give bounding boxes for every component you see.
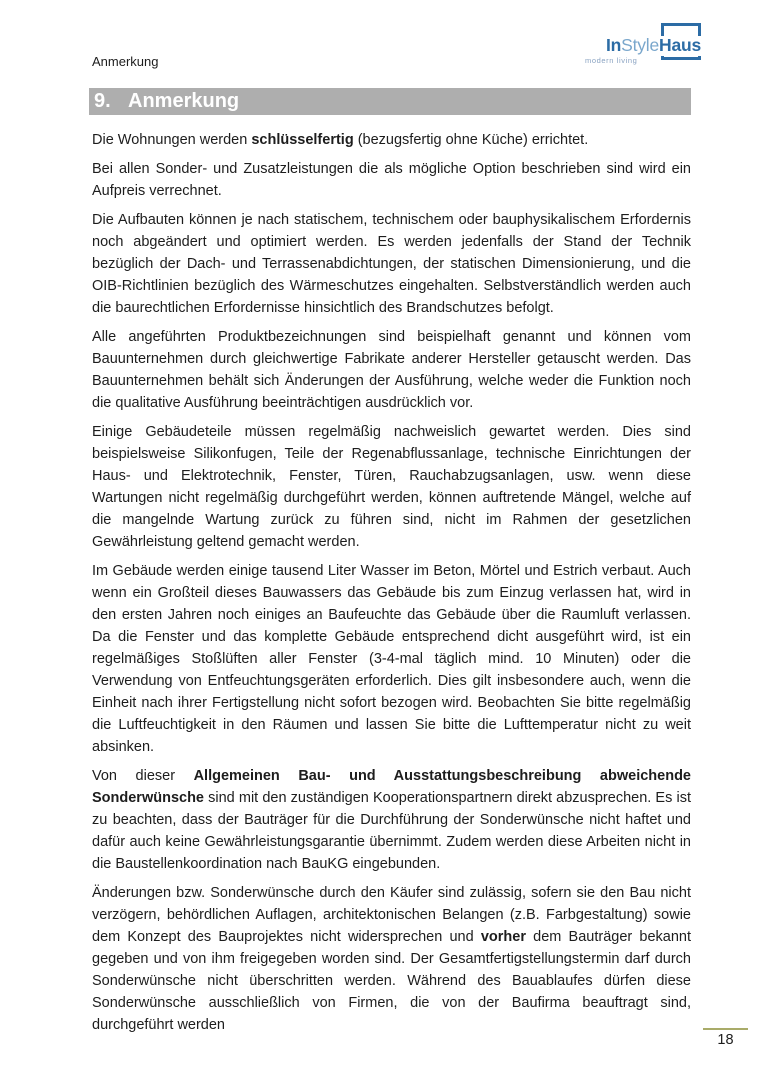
content: [92, 129, 691, 1043]
instylehaus-logo: [582, 21, 702, 71]
paragraph: [92, 765, 691, 875]
paragraph: [92, 326, 691, 414]
footer-rule: [703, 1028, 748, 1030]
paragraph: [92, 209, 691, 319]
section-heading-bar: [89, 88, 691, 115]
section-title: Anmerkung: [128, 90, 240, 112]
paragraph-text: Im Gebäude werden einige tausend Liter Wasser im Beton, Mörtel und Estrich verbaut. Auch wenn ein Großteil dieses Bauwassers das Gebäude bis zum Einzug verlassen hat, wird in den ersten Jahren noch einiges an Baufeuchte das Gebäude über die Raumluft verlassen. Da die Fenster und das komplette Gebäude entsprechend dicht ausgeführt wird, ist ein regelmäßiges Stoßlüften aller Fenster (3-4-mal täglich mind. 10 Minuten) oder die Verwendung von Entfeuchtungsgeräten erforderlich. Dies gilt insbesondere auch, wenn die Einheit nach ihrer Fertigstellung nicht sofort bezogen wird. Beobachten Sie bitte regelmäßig die Luftfeuchtigkeit in den Räumen und lassen Sie bitte die Lufttemperatur nicht zu weit absinken.: [92, 563, 691, 755]
logo-word-in: In: [605, 35, 622, 55]
running-header: Anmerkung: [92, 54, 159, 69]
paragraph-bold-text: Allgemeinen Bau- und Ausstattungsbeschreibung abweichende Sonderwünsche: [92, 768, 691, 806]
paragraph: [92, 421, 691, 553]
paragraph: [92, 129, 691, 151]
paragraph-text: Die Aufbauten können je nach statischem, technischem oder bauphysikalischem Erfordernis noch abgeändert und optimiert werden. Es werden jedenfalls der Stand der Technik bezüglich der Dach- und Terrassenabdichtungen, der statischen Dimensionierung, und die OIB-Richtlinien bezüglich des Wärmeschutzes eingehalten. Selbstverständlich werden auch die baurechtlichen Erfordernisse hinsichtlich des Brandschutzes befolgt.: [92, 212, 691, 316]
paragraph-text: sind mit den zuständigen Kooperationspartnern direkt abzusprechen. Es ist zu beachten, dass der Bauträger für die Durchführung der Sonderwünsche nicht haftet und dafür auch keine Gewährleistungsgarantie übernimmt. Zudem werden diese Arbeiten nicht in die Baustellenkoordination nach BauKG eingebunden.: [92, 790, 691, 872]
paragraph-text: Die Wohnungen werden: [92, 132, 252, 148]
logo-word-haus: Haus: [659, 35, 701, 55]
logo-wordmark: [603, 36, 702, 56]
logo-tagline: modern living: [585, 56, 638, 65]
paragraph: [92, 882, 691, 1036]
paragraph-text: (bezugsfertig ohne Küche) errichtet.: [353, 132, 589, 148]
paragraph-text: Alle angeführten Produktbezeichnungen sind beispielhaft genannt und können vom Bauunternehmen durch gleichwertige Fabrikate anderer Hersteller getauscht werden. Das Bauunternehmen behält sich Änderungen der Ausführung, welche weder die Funktion noch die qualitative Ausführung beeinträchtigen ausdrücklich vor.: [92, 329, 691, 411]
paragraph-bold-text: schlüsselfertig: [251, 132, 354, 148]
paragraph: [92, 560, 691, 758]
page-footer: [703, 1028, 748, 1048]
section-number: 9.: [94, 90, 111, 112]
paragraph-text: Einige Gebäudeteile müssen regelmäßig nachweislich gewartet werden. Dies sind beispielsweise Silikonfugen, Teile der Regenabflussanlage, technische Einrichtungen der Haus- und Elektrotechnik, Fenster, Türen, Rauchabzugsanlagen, usw. wenn diese Wartungen nicht regelmäßig durchgeführt werden, können auftretende Mängel, welche auf die mangelnde Wartung zurück zu führen sind, nicht im Rahmen der gesetzlichen Gewährleistung geltend gemacht werden.: [92, 424, 691, 550]
paragraph: [92, 158, 691, 202]
paragraph-text: dem Bauträger bekannt gegeben und von ihm freigegeben worden sind. Der Gesamtfertigstellungstermin darf durch Sonderwünsche nicht überschritten werden. Während des Bauablaufes dürfen diese Sonderwünsche ausschließlich von Firmen, die von der Baufirma beauftragt sind, durchgeführt werden: [92, 929, 691, 1033]
page-number: 18: [717, 1032, 734, 1048]
paragraph-text: Änderungen bzw. Sonderwünsche durch den Käufer sind zulässig, sofern sie den Bau nicht verzögern, behördlichen Auflagen, architektonischen Belangen (z.B. Farbgestaltung) sowie dem Konzept des Bauprojektes nicht widersprechen und: [92, 885, 691, 945]
paragraph-text: Bei allen Sonder- und Zusatzleistungen die als mögliche Option beschrieben sind wird ein Aufpreis verrechnet.: [92, 161, 691, 199]
logo-word-style: Style: [621, 35, 659, 55]
paragraph-text: Von dieser: [92, 768, 194, 784]
paragraph-bold-text: vorher: [480, 929, 526, 945]
